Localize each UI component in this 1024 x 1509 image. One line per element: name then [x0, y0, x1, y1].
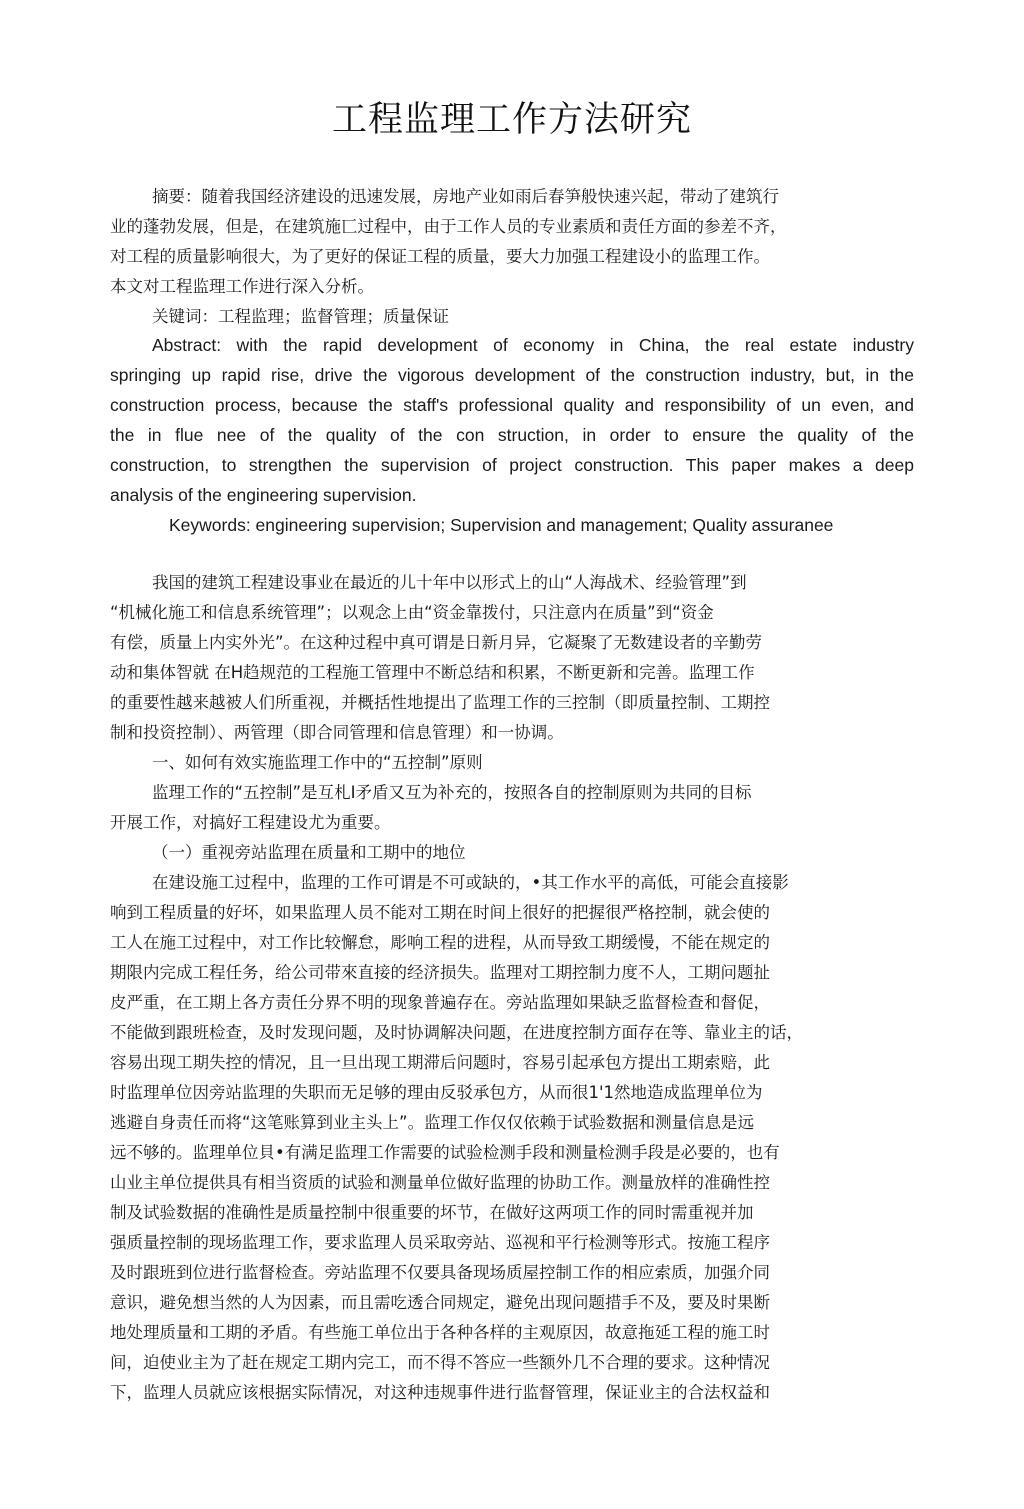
keywords-cn: 关键词：工程监理；监督管理；质量保证 — [152, 307, 449, 326]
abstract-cn-line: 摘要：随着我国经济建设的迅速发展，房地产业如雨后春笋般快速兴起，带动了建筑行 — [152, 187, 779, 206]
body-line: 监理工作的“五控制”是互札I矛盾又互为补充的，按照各自的控制原则为共同的目标 — [152, 783, 752, 802]
body-line: 地处理质量和工期的矛盾。有些施工单位出于各种各样的主观原因，故意拖延工程的施工时 — [110, 1323, 770, 1342]
body-line: 不能做到跟班检查，及时发现问题，及时协调解决问题，在进度控制方面存在等、靠业主的话， — [110, 1023, 803, 1042]
body-line: 时监理单位因旁站监理的失职而无足够的理由反驳承包方，从而很1'1然地造成监理单位为 — [110, 1083, 763, 1102]
subsection-heading: （一）重视旁站监理在质量和工期中的地位 — [152, 843, 466, 862]
abstract-en-line: analysis of the engineering supervision. — [110, 485, 417, 505]
abstract-en-line: the in flue nee of the quality of the con struction, in order to ensure the quality of the — [110, 425, 914, 445]
section-heading: 一、如何有效实施监理工作中的“五控制”原则 — [152, 753, 483, 772]
body-line: 及时跟班到位进行监督检查。旁站监理不仅要具备现场质屋控制工作的相应索质，加强介同 — [110, 1263, 770, 1282]
body-line: 我国的建筑工程建设事业在最近的儿十年中以形式上的山“人海战术、经验管理”到 — [152, 573, 747, 592]
body-line: 远不够的。监理单位貝•有满足监理工作需要的试验检测手段和测量检测手段是必要的，也有 — [110, 1143, 780, 1162]
body-line: 开展工作，对搞好工程建设尤为重要。 — [110, 813, 391, 832]
abstract-en-line: springing up rapid rise, drive the vigorous development of the construction industry, but, in the — [110, 365, 914, 385]
abstract-cn-line: 业的蓬勃发展，但是，在建筑施匸过程中，由于工作人员的专业素质和责任方面的参差不齐， — [110, 217, 787, 236]
body-line: 间，迫使业主为了赶在规定工期内完工，而不得不答应一些额外几不合理的要求。这种情况 — [110, 1353, 770, 1372]
body-line: 工人在施工过程中，对工作比较懈怠，彫响工程的进程，从而导致工期缓慢，不能在规定的 — [110, 933, 770, 952]
body-line: 皮严重，在工期上各方责任分界不明的现象普遍存在。旁站监理如果缺乏监督检查和督促， — [110, 993, 770, 1012]
body-line: “机械化施工和信息系统管理”；以观念上由“资金靠拨付，只注意内在质量”到“资金 — [110, 603, 714, 622]
body-line: 制和投资控制）、两管理（即合同管理和信息管理）和一协调。 — [110, 723, 564, 742]
body-line: 容易出现工期失控的情况，且一旦出现工期滞后问题时，容易引起承包方提出工期索赔，此 — [110, 1053, 770, 1072]
document-title: 工程监理工作方法研究 — [331, 100, 692, 140]
abstract-cn-line: 对工程的质量影响很大，为了更好的保证工程的质量，要大力加强工程建设小的监理工作。 — [110, 247, 770, 266]
body-line: 下，监理人员就应该根据实际情况，对这种违规事件进行监督管理，保证业主的合法权益和 — [110, 1383, 770, 1402]
abstract-en-line: construction, to strengthen the supervision of project construction. This paper makes a deep — [110, 455, 914, 475]
abstract-en-line: Abstract: with the rapid development of economy in China, the real estate industry — [152, 335, 914, 355]
body-line: 意识，避免想当然的人为因素，而且需吃透合同规定，避免出现问题措手不及，要及时果断 — [110, 1293, 770, 1312]
body-line: 逃避自身责任而将“这笔账算到业主头上”。监理工作仅仅依赖于试验数据和测量信息是远 — [110, 1113, 755, 1132]
abstract-en-line: construction process, because the staff's professional quality and responsibility of un even, and — [110, 395, 914, 415]
body-line: 制及试验数据的准确性是质量控制中很重要的坏节，在做好这两项工作的同时需重视并加 — [110, 1203, 754, 1222]
body-line: 在建设施工过程中，监理的工作可谓是不可或缺的，•其工作水平的高低，可能会直接影 — [152, 873, 789, 892]
body-line: 的重要性越来越被人们所重视，并概括性地提出了监理工作的三控制（即质量控制、工期控 — [110, 693, 770, 712]
keywords-en: Keywords: engineering supervision; Supervision and management; Quality assuranee — [169, 515, 834, 535]
body-line: 动和集体智就 在H趋规范的工程施工管理中不断总结和积累，不断更新和完善。监理工作 — [110, 663, 755, 682]
body-line: 强质量控制的现场监理工作，要求监理人员采取旁站、巡视和平行检测等形式。按施工程序 — [110, 1233, 770, 1252]
body-line: 期限内完成工程任务，给公司带來直接的经济损失。监理对工期控制力度不人，工期问题扯 — [110, 963, 770, 982]
body-line: 山业主单位提供具有相当资质的试验和测量单位做好监理的协助工作。测量放样的准确性控 — [110, 1173, 770, 1192]
body-line: 响到工程质量的好坏，如果监理人员不能对工期在时间上很好的把握很严格控制，就会使的 — [110, 903, 770, 922]
abstract-cn-line: 本文对工程监理工作进行深入分析。 — [110, 277, 374, 296]
body-line: 有偿，质量上内实外光”。在这种过程中真可谓是日新月异，它凝聚了无数建设者的辛勤劳 — [110, 633, 763, 652]
